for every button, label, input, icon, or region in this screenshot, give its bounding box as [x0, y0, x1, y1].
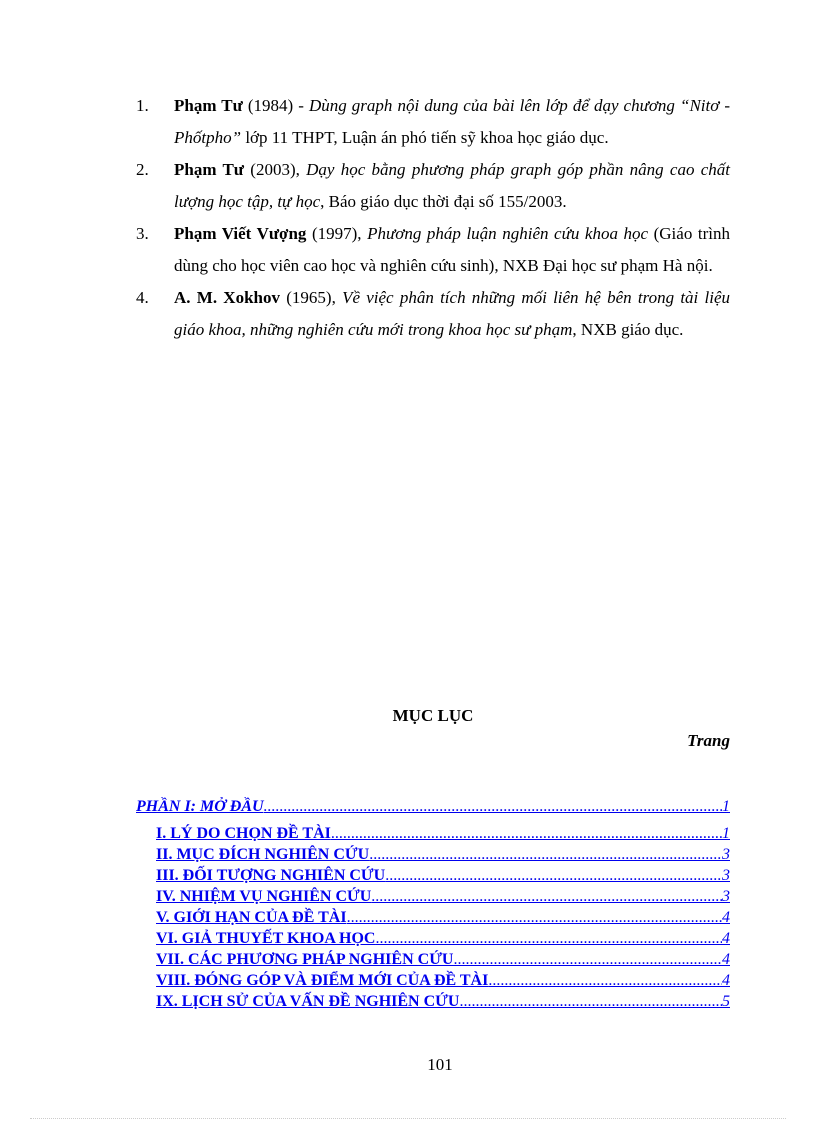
reference-item: [136, 282, 730, 346]
reference-title: Dạy học bằng phương pháp graph góp phần nâng cao chất lượng học tập, tự học: [174, 160, 730, 211]
reference-author: Phạm Viết Vượng: [174, 224, 307, 243]
toc-entry-label: VI. GIẢ THUYẾT KHOA HỌC: [156, 930, 376, 947]
reference-year: (1984) -: [242, 96, 309, 115]
toc-entry-page: 1: [722, 798, 730, 815]
toc-entry-label: V. GIỚI HẠN CỦA ĐỀ TÀI: [156, 909, 347, 926]
reference-list: [136, 90, 730, 346]
toc-leader-dots: [371, 886, 722, 907]
reference-year: (1997),: [306, 224, 368, 243]
reference-item: [136, 154, 730, 218]
toc-entry-link[interactable]: [136, 865, 730, 886]
toc-entry-page: 3: [722, 888, 730, 905]
toc-entry-label: II. MỤC ĐÍCH NGHIÊN CỨU: [156, 846, 370, 863]
toc-entry-label: I. LÝ DO CHỌN ĐỀ TÀI: [156, 825, 331, 842]
reference-rest: lớp 11 THPT, Luận án phó tiến sỹ khoa học giáo dục.: [241, 128, 609, 147]
toc-entry-label: III. ĐỐI TƯỢNG NGHIÊN CỨU: [156, 867, 386, 884]
toc-entry-page: 4: [722, 909, 730, 926]
toc-entry-page: 4: [722, 930, 730, 947]
toc-entry-label: IV. NHIỆM VỤ NGHIÊN CỨU: [156, 888, 372, 905]
toc-entry-link[interactable]: [136, 949, 730, 970]
reference-year: (1965),: [280, 288, 343, 307]
toc-part-link[interactable]: [136, 796, 730, 817]
toc-entry-link[interactable]: [136, 844, 730, 865]
reference-number: 3.: [136, 224, 149, 243]
toc-entry-link[interactable]: [136, 970, 730, 991]
reference-author: A. M. Xokhov: [174, 288, 280, 307]
reference-year: (2003),: [244, 160, 307, 179]
reference-rest: (Giáo trình dùng cho học viên cao học và nghiên cứu sinh), NXB Đại học sư phạm Hà nội.: [174, 224, 730, 275]
toc-title: MỤC LỤC: [392, 706, 474, 725]
reference-number: 2.: [136, 160, 149, 179]
reference-title: Dùng graph nội dung của bài lên lớp để dạy chương “Nitơ - Phốtpho”: [174, 96, 731, 147]
reference-number: 1.: [136, 96, 149, 115]
reference-author: Phạm Tư: [174, 96, 243, 115]
toc-leader-dots: [385, 865, 722, 886]
toc-entry-link[interactable]: [136, 823, 730, 844]
toc-entry-page: 4: [722, 972, 730, 989]
reference-item: [136, 90, 730, 154]
reference-body: [174, 218, 730, 282]
toc-page-header: Trang: [687, 731, 730, 750]
toc-entry-page: 1: [722, 825, 730, 842]
toc-entry-page: 3: [722, 846, 730, 863]
reference-title: Về việc phân tích những mối liên hệ bên trong tài liệu giáo khoa, những nghiên cứu mới trong khoa học sư phạm: [174, 288, 731, 339]
toc-leader-dots: [369, 844, 722, 865]
page-number: 101: [427, 1055, 453, 1074]
reference-title: Phương pháp luận nghiên cứu khoa học: [367, 224, 649, 243]
page-bottom-divider: [30, 1118, 786, 1119]
toc-leader-dots: [453, 949, 722, 970]
toc-entry-link[interactable]: [136, 907, 730, 928]
toc-leader-dots: [488, 970, 722, 991]
toc-entry-label: PHẦN I: MỞ ĐẦU: [136, 798, 264, 815]
reference-item: [136, 218, 730, 282]
toc-entry-page: 5: [722, 993, 730, 1010]
toc-entry-page: 3: [722, 867, 730, 884]
toc-entry-label: VII. CÁC PHƯƠNG PHÁP NGHIÊN CỨU: [156, 951, 454, 968]
reference-rest: , NXB giáo dục.: [572, 320, 684, 339]
toc-entry-page: 4: [722, 951, 730, 968]
reference-number: 4.: [136, 288, 149, 307]
toc-entry-label: VIII. ĐÓNG GÓP VÀ ĐIỂM MỚI CỦA ĐỀ TÀI: [156, 972, 489, 989]
reference-rest: , Báo giáo dục thời đại số 155/2003.: [320, 192, 567, 211]
toc-entry-link[interactable]: [136, 928, 730, 949]
toc-leader-dots: [347, 907, 722, 928]
toc-leader-dots: [264, 796, 722, 817]
reference-body: [174, 154, 730, 218]
toc-leader-dots: [459, 991, 722, 1012]
toc-entry-link[interactable]: [136, 991, 730, 1012]
toc-entry-link[interactable]: [136, 886, 730, 907]
toc-entry-label: IX. LỊCH SỬ CỦA VẤN ĐỀ NGHIÊN CỨU: [156, 993, 460, 1010]
table-of-contents: [136, 796, 730, 1012]
reference-body: [174, 282, 730, 346]
toc-leader-dots: [375, 928, 722, 949]
reference-body: [174, 90, 730, 154]
toc-leader-dots: [331, 823, 722, 844]
reference-author: Phạm Tư: [174, 160, 245, 179]
